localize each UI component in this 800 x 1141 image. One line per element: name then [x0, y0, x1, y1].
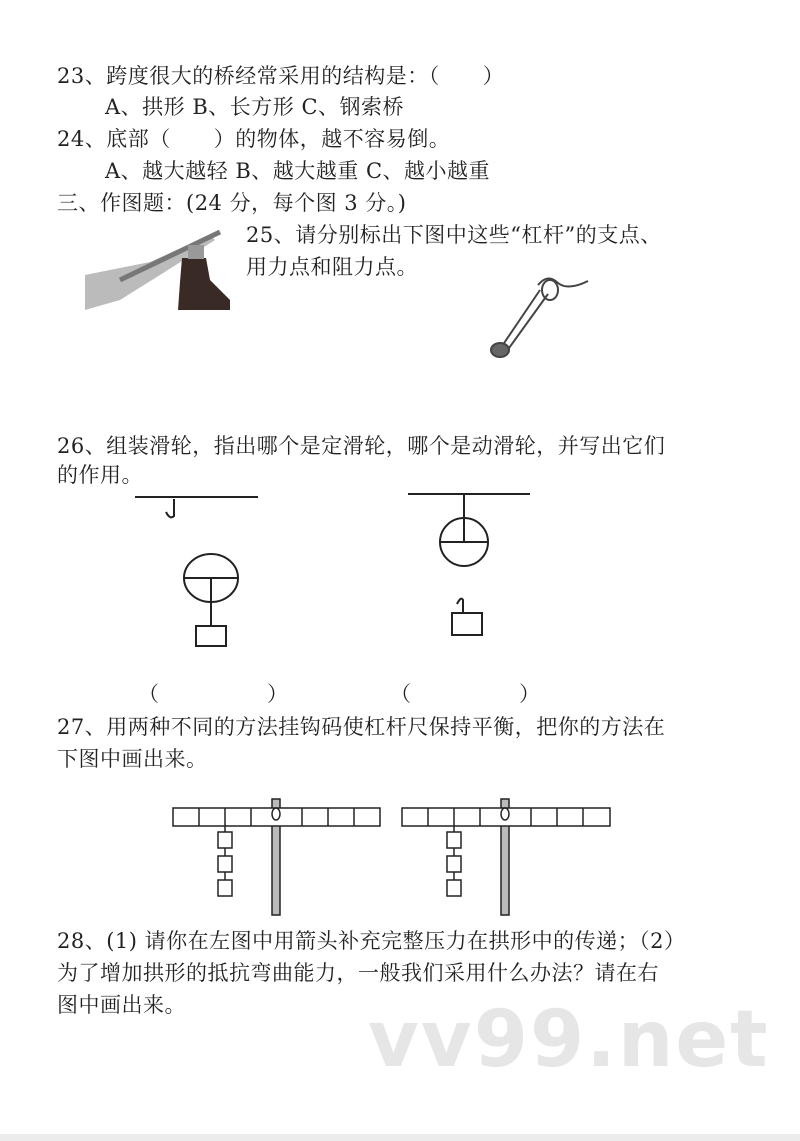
- lever-left: [173, 799, 380, 915]
- q23-stem: 23、跨度很大的桥经常采用的结构是：（ ）: [57, 64, 505, 88]
- page-bottom-edge: [0, 1134, 800, 1141]
- tongs-image: [491, 278, 588, 357]
- pulley-left: [135, 497, 258, 646]
- q24-stem: 24、底部（ ）的物体，越不容易倒。: [57, 127, 451, 151]
- q26-line2: 的作用。: [57, 463, 143, 487]
- q23-options: A、拱形 B、长方形 C、钢索桥: [105, 95, 405, 119]
- pulley-right: [408, 494, 530, 635]
- q28-line2: 为了增加拱形的抵抗弯曲能力，一般我们采用什么办法？请在右: [57, 961, 659, 985]
- q25-line2: 用力点和阻力点。: [246, 255, 418, 279]
- q28-line1: 28、(1) 请你在左图中用箭头补充完整压力在拱形中的传递；（2）: [57, 929, 686, 953]
- q27-line1: 27、用两种不同的方法挂钩码使杠杆尺保持平衡，把你的方法在: [57, 715, 666, 739]
- q27-line2: 下图中画出来。: [57, 747, 208, 771]
- q26-line1: 26、组装滑轮，指出哪个是定滑轮，哪个是动滑轮，并写出它们: [57, 434, 666, 458]
- watermark: vv99.net: [368, 995, 770, 1085]
- q24-options: A、越大越轻 B、越大越重 C、越小越重: [105, 159, 491, 183]
- section-3-heading: 三、作图题：(24 分，每个图 3 分。): [57, 191, 407, 215]
- lever-right: [402, 799, 610, 915]
- q25-line1: 25、请分别标出下图中这些“杠杆”的支点、: [246, 223, 662, 247]
- q26-answer-blank-left[interactable]: （ ）: [138, 682, 289, 706]
- bottle-opener-image: [85, 232, 230, 310]
- q26-answer-blank-right[interactable]: （ ）: [390, 682, 541, 706]
- q28-line3: 图中画出来。: [57, 993, 186, 1017]
